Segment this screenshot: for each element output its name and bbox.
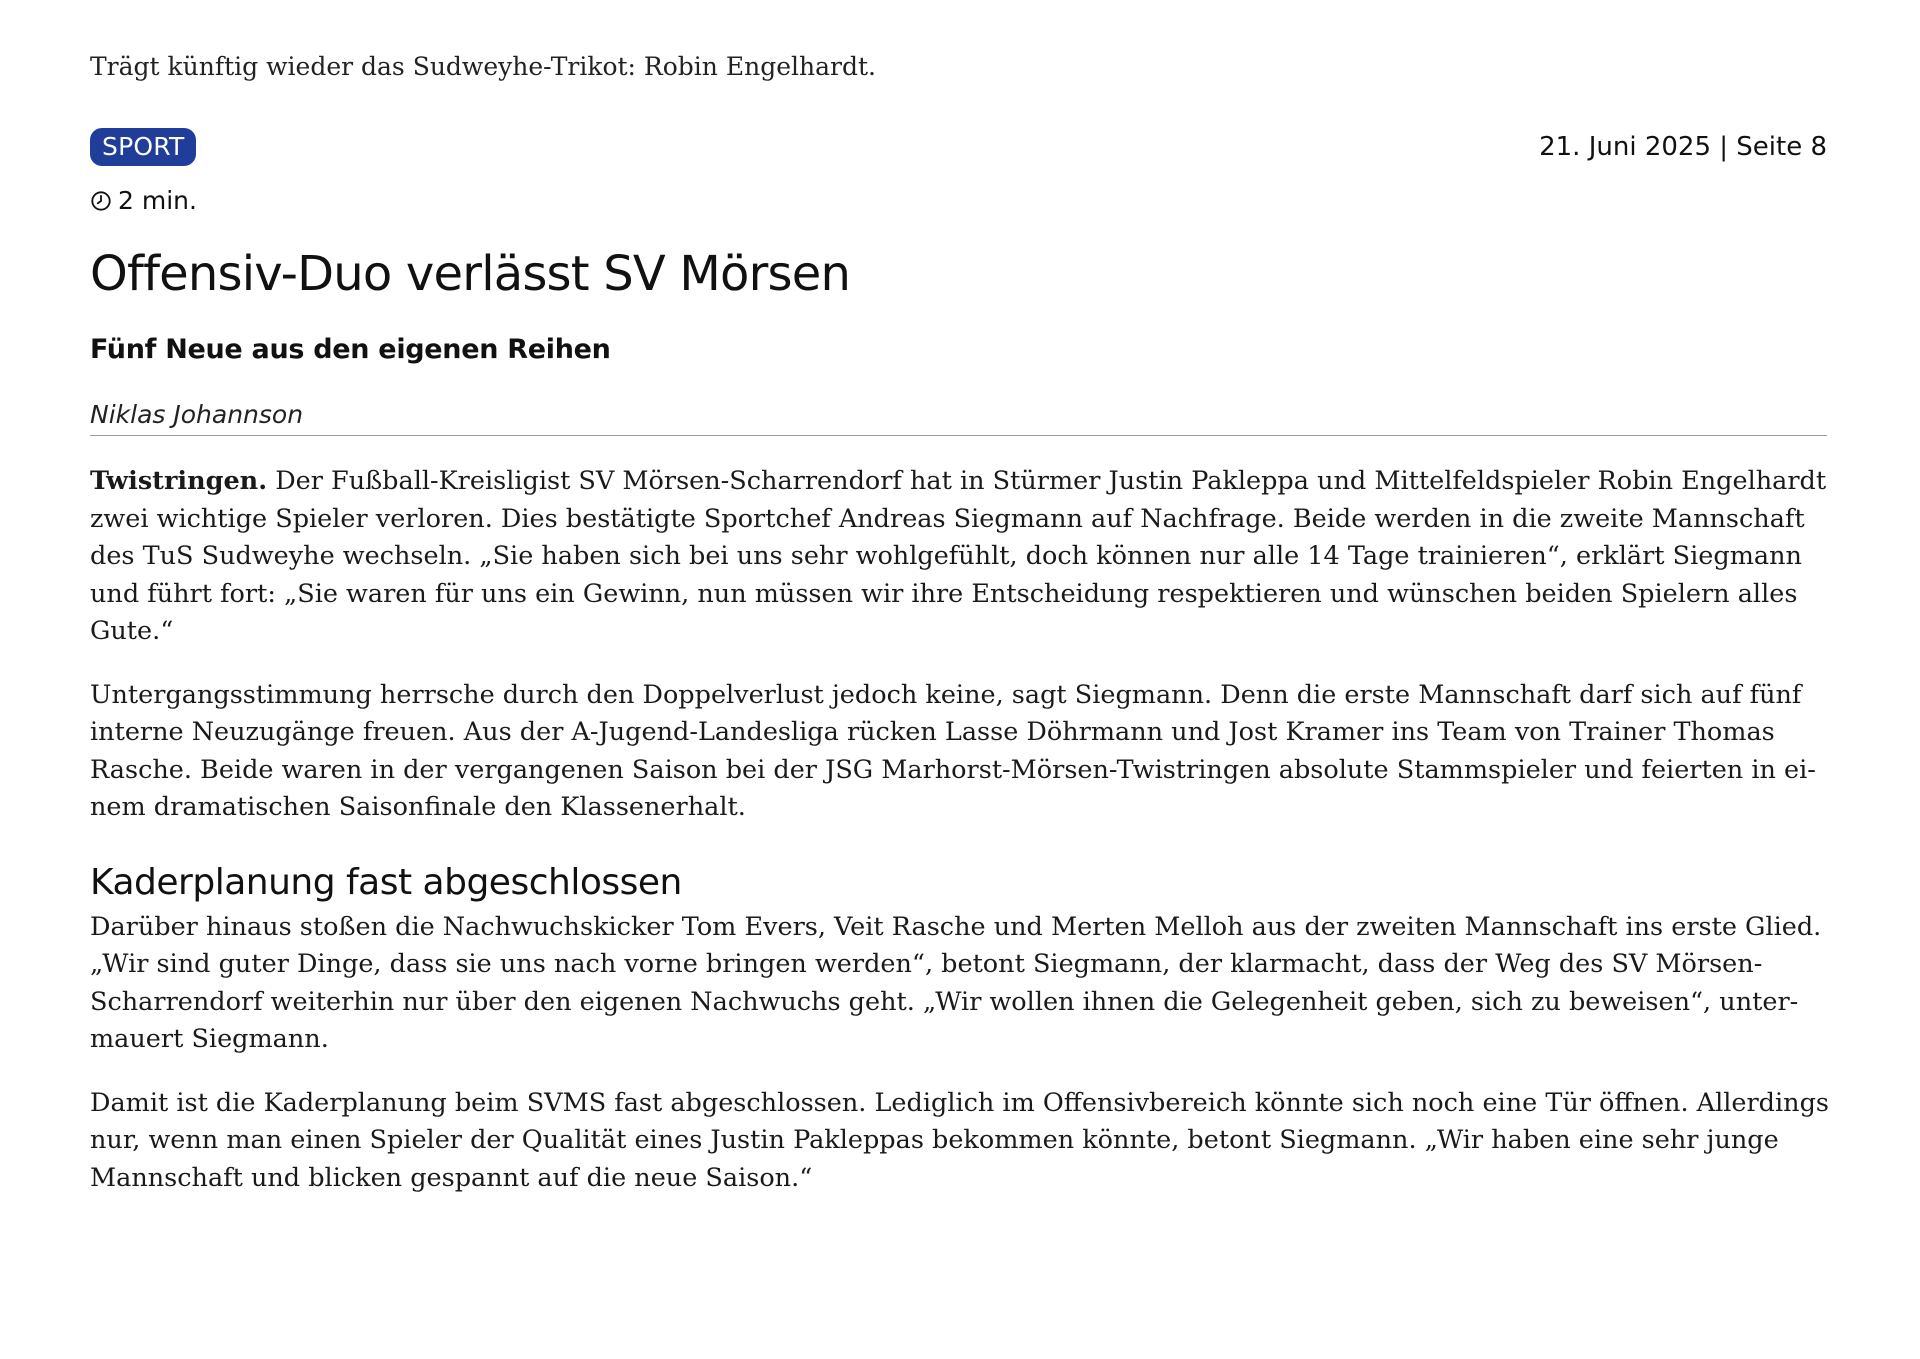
article-body	[90, 463, 1830, 1197]
dateline: 21. Juni 2025 | Seite 8	[1539, 132, 1827, 162]
category-badge[interactable]: SPORT	[90, 128, 196, 166]
byline-divider	[90, 435, 1827, 436]
reading-time	[90, 186, 197, 215]
photo-caption: Trägt künftig wieder das Sudweyhe-Trikot: Robin Engelhardt.	[90, 52, 876, 81]
paragraph-text: Der Fußball-Kreisligist SV Mörsen-Scharrendorf hat in Stürmer Justin Pakleppa und Mittelfeldspieler Robin Engelhardt zwei wichtige Spieler verloren. Dies bestätigte Sportchef Andreas Siegmann auf Nachfrage. Beide werden in die zweite Mannschaft des TuS Sudweyhe wechseln. „Sie haben sich bei uns sehr wohlgefühlt, doch können nur alle 14 Tage trainieren“, erklärt Siegmann und führt fort: „Sie waren für uns ein Gewinn, nun müssen wir ihre Entscheidung respektieren und wünschen beiden Spielern alles Gute.“	[90, 466, 1827, 646]
clock-icon	[90, 190, 112, 212]
article-paragraph: Untergangsstimmung herrsche durch den Doppelverlust jedoch keine, sagt Siegmann. Denn die erste Mannschaft darf sich auf fünf interne Neuzugänge freuen. Aus der A-Jugend-Landesliga rücken Lasse Döhrmann und Jost Kramer ins Team von Trainer Thomas Rasche. Beide waren in der vergangenen Saison bei der JSG Marhorst-Mörsen-Twistringen absolute Stammspieler und feierten in einem dramatischen Saisonfinale den Klassenerhalt.	[90, 679, 1816, 822]
dateline-location: Twistringen.	[90, 466, 268, 496]
article-meta	[90, 128, 1827, 166]
reading-time-label: 2 min.	[118, 186, 197, 215]
article-paragraph: Damit ist die Kaderplanung beim SVMS fast abgeschlossen. Lediglich im Offensivbereich könnte sich noch eine Tür öffnen. Allerdings nur, wenn man einen Spieler der Qualität eines Justin Pakleppas bekommen könnte, betont Siegmann. „Wir haben eine sehr junge Mannschaft und blicken gespannt auf die neue Saison.“	[90, 1087, 1829, 1193]
section-heading: Kaderplanung fast abgeschlossen	[90, 861, 682, 903]
headline: Offensiv-Duo verlässt SV Mörsen	[90, 246, 851, 302]
article-paragraph: Darüber hinaus stoßen die Nachwuchskicker Tom Evers, Veit Rasche und Merten Melloh aus der zweiten Mannschaft ins erste Glied. „Wir sind guter Dinge, dass sie uns nach vorne bringen werden“, betont Siegmann, der klarmacht, dass der Weg des SV Mörsen-Scharrendorf weiterhin nur über den eigenen Nachwuchs geht. „Wir wollen ihnen die Gelegenheit geben, sich zu beweisen“, untermauert Siegmann.	[90, 911, 1822, 1054]
subheadline: Fünf Neue aus den eigenen Reihen	[90, 334, 611, 365]
article-paragraph	[90, 463, 1830, 651]
author-byline[interactable]: Niklas Johannson	[90, 400, 304, 429]
